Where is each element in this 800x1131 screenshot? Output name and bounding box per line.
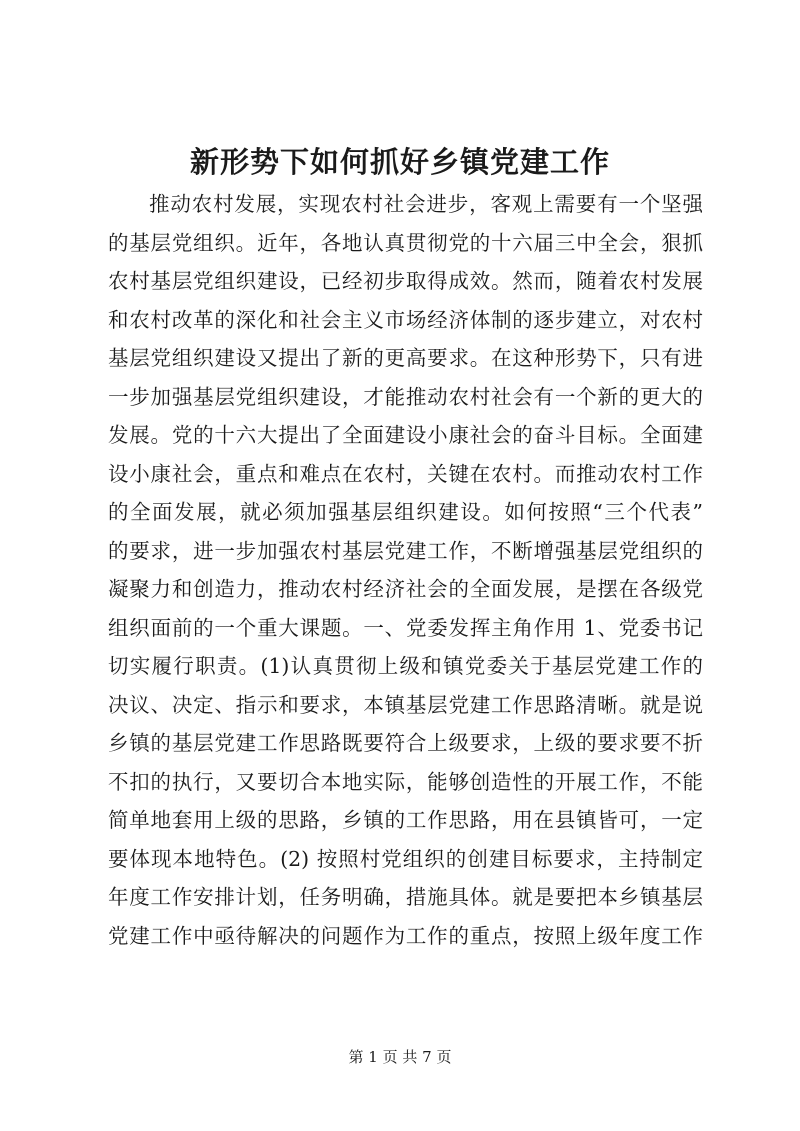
text-line: 和农村改革的深化和社会主义市场经济体制的逐步建立，对农村 <box>108 307 703 332</box>
text-line: 推动农村发展，实现农村社会进步，客观上需要有一个坚强 <box>149 192 703 216</box>
text-line: 简单地套用上级的思路，乡镇的工作思路，用在县镇皆可，一定 <box>108 808 703 832</box>
page-footer: 第 1 页 共 7 页 <box>348 1048 452 1066</box>
text-line: 的基层党组织。近年，各地认真贯彻党的十六届三中全会，狠抓 <box>108 230 703 255</box>
text-line: 的全面发展，就必须加强基层组织建设。如何按照“三个代表” <box>108 500 703 524</box>
text-line: 乡镇的基层党建工作思路既要符合上级要求，上级的要求要不折 <box>108 731 703 755</box>
text-line: 要体现本地特色。(2) 按照村党组织的创建目标要求，主持制定 <box>108 846 703 871</box>
document-title: 新形势下如何抓好乡镇党建工作 <box>189 145 610 179</box>
text-line: 切实履行职责。(1)认真贯彻上级和镇党委关于基层党建工作的 <box>108 654 703 678</box>
text-line: 组织面前的一个重大课题。一、党委发挥主角作用 1、党委书记 <box>108 615 703 640</box>
text-line: 发展。党的十六大提出了全面建设小康社会的奋斗目标。全面建 <box>108 423 703 447</box>
text-line: 基层党组织建设又提出了新的更高要求。在这种形势下，只有进 <box>108 346 703 370</box>
text-line: 党建工作中亟待解决的问题作为工作的重点，按照上级年度工作 <box>108 923 703 948</box>
text-line: 凝聚力和创造力，推动农村经济社会的全面发展，是摆在各级党 <box>108 577 703 601</box>
text-line: 的要求，进一步加强农村基层党建工作，不断增强基层党组织的 <box>108 538 703 563</box>
document-body <box>108 185 703 955</box>
text-line: 一步加强基层党组织建设，才能推动农村社会有一个新的更大的 <box>108 384 703 409</box>
text-line: 年度工作安排计划，任务明确，措施具体。就是要把本乡镇基层 <box>108 885 703 909</box>
text-line: 决议、决定、指示和要求，本镇基层党建工作思路清晰。就是说 <box>108 692 703 717</box>
text-line: 设小康社会，重点和难点在农村，关键在农村。而推动农村工作 <box>108 461 703 486</box>
text-line: 农村基层党组织建设，已经初步取得成效。然而，随着农村发展 <box>108 269 703 293</box>
text-line: 不扣的执行，又要切合本地实际，能够创造性的开展工作，不能 <box>108 769 703 794</box>
